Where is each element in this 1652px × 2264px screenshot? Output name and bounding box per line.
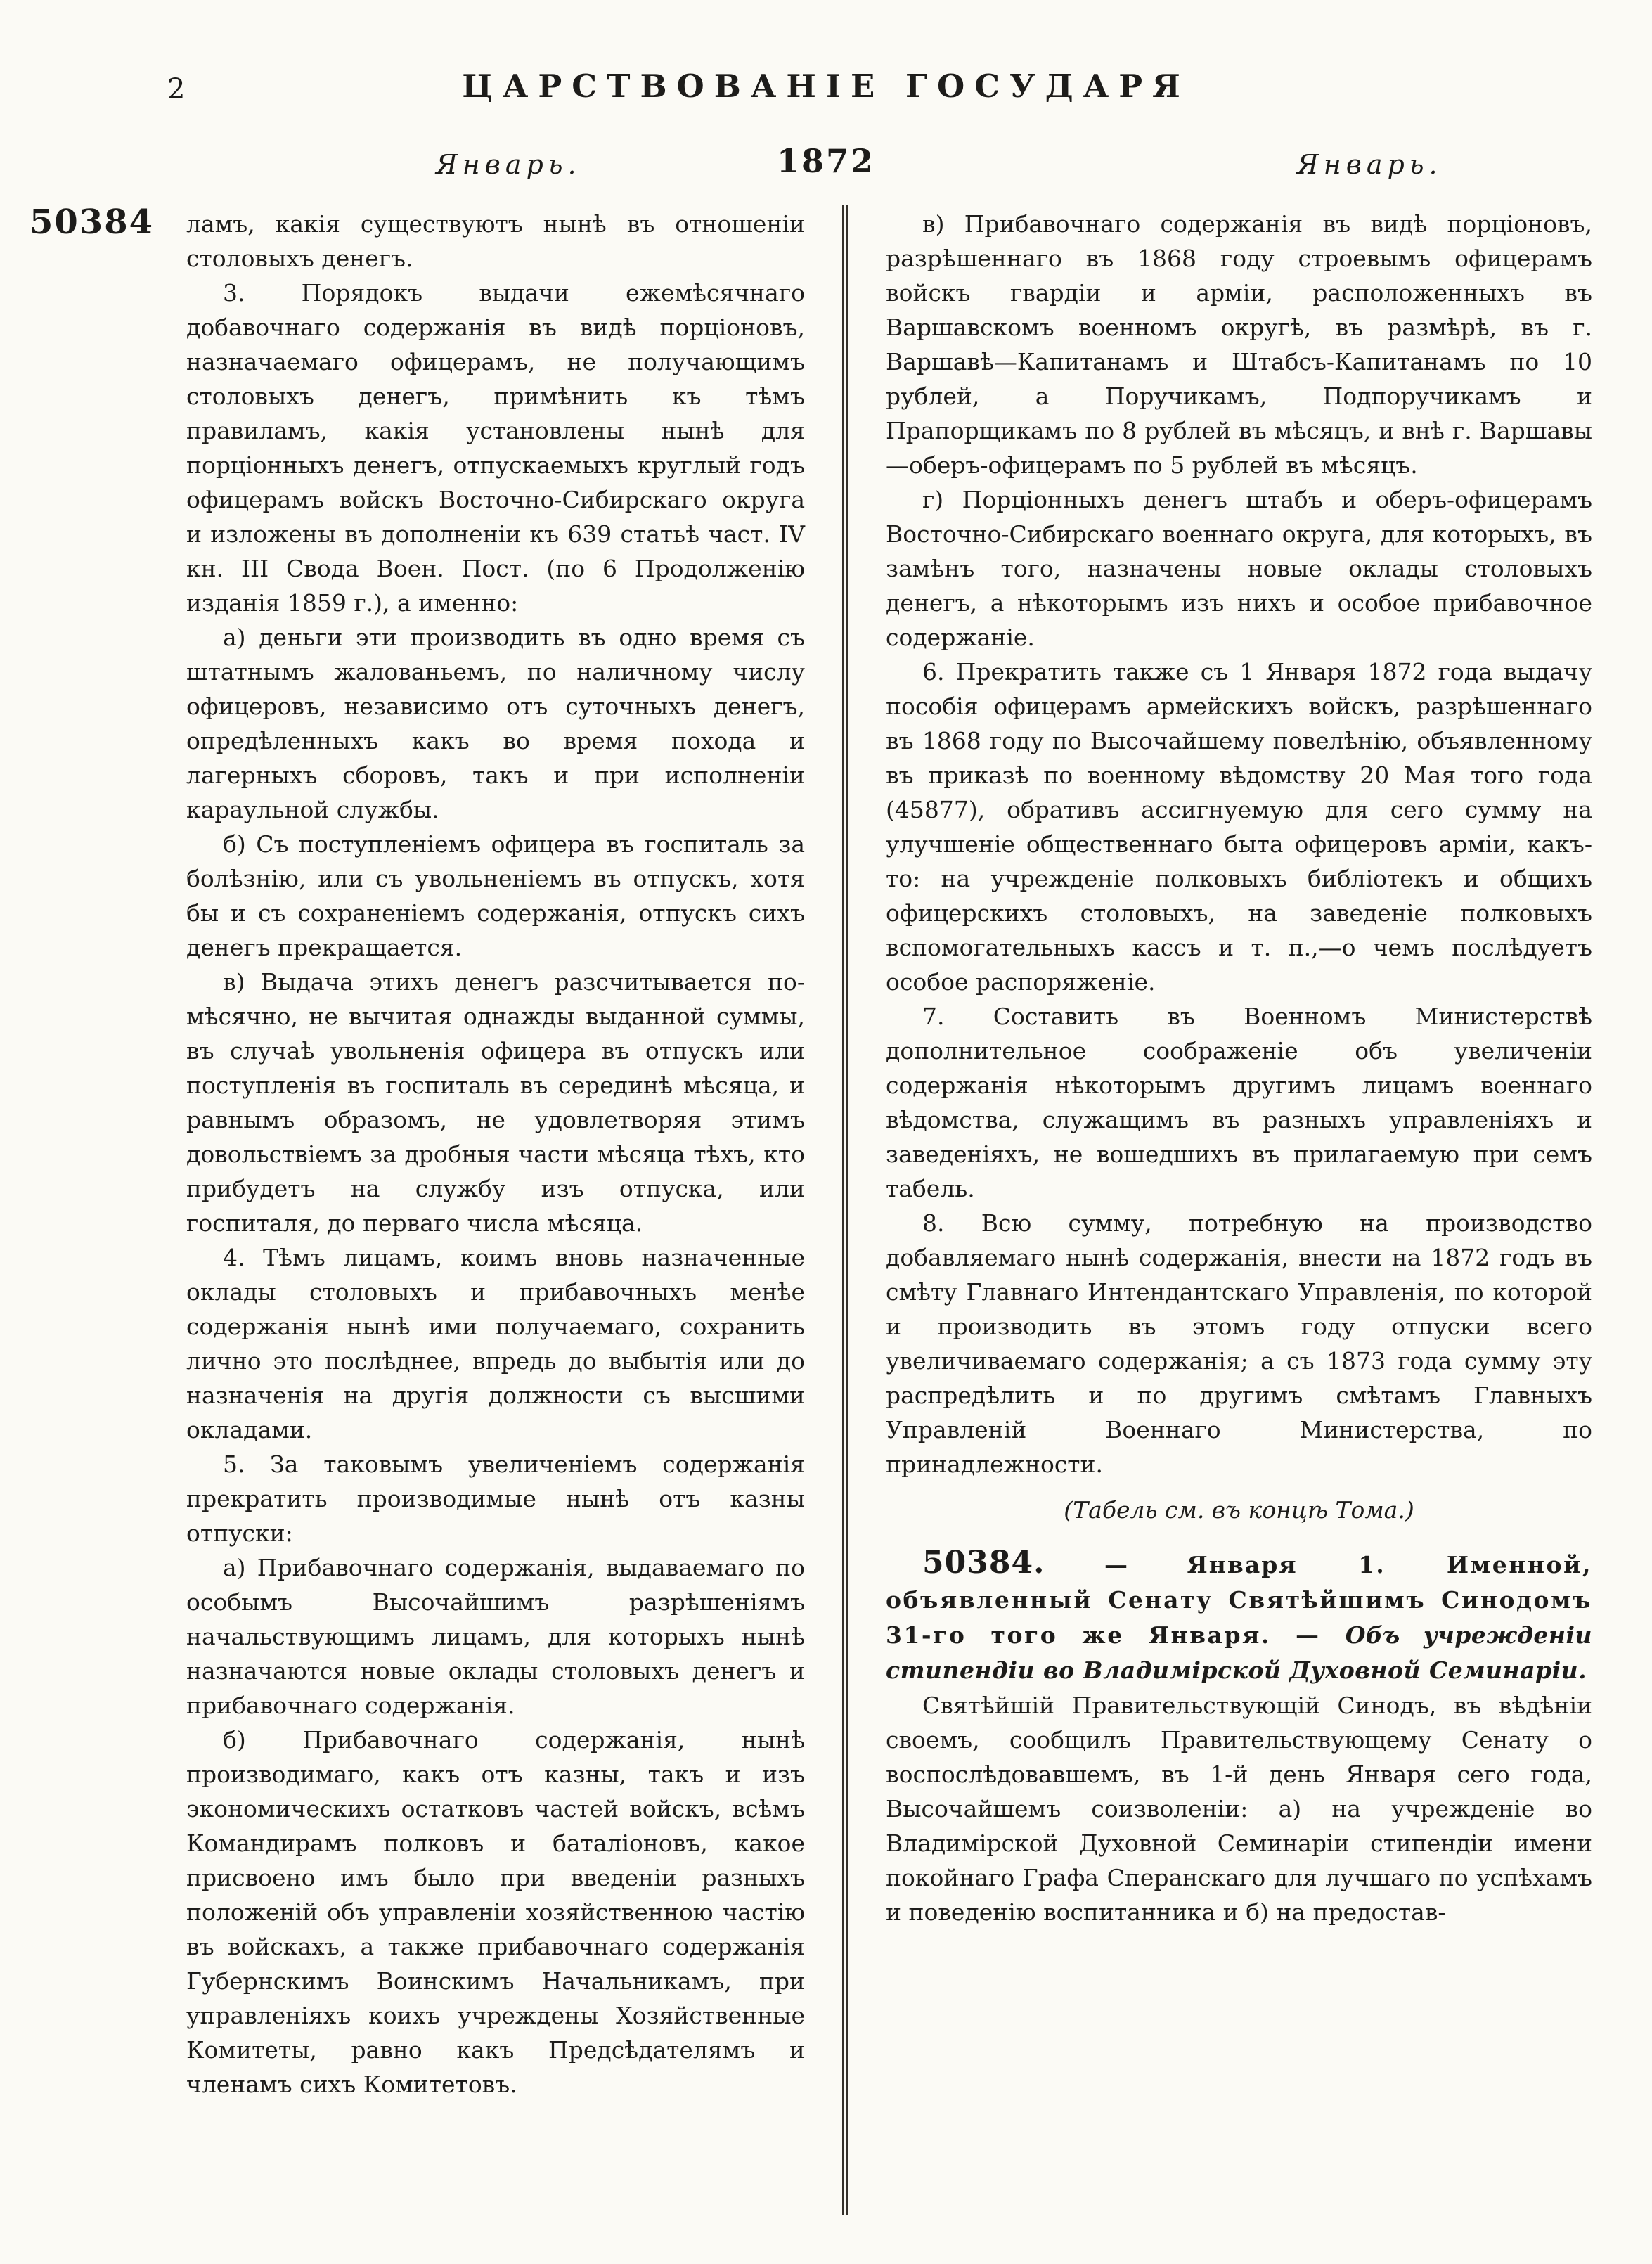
table-reference-note: (Табель см. въ концѣ Тома.) [1064, 1496, 1414, 1524]
left-column [186, 207, 805, 2102]
paragraph: Святѣйшій Правительствующій Синодъ, въ вѣдѣніи своемъ, сообщилъ Правительствующему Сенату о воспослѣдовавшемъ, въ 1-й день Января сего года, Высочайшемъ соизволеніи: а) на учрежденіе во Владимірской Духовной Семинаріи стипендіи имени покойнаго Графа Сперанскаго для лучшаго по успѣхамъ и поведенію воспитанника и б) на предостав- [886, 1692, 1592, 1926]
text-columns [186, 207, 1592, 2102]
paragraph: 7. Составить въ Военномъ Министерствѣ дополнительное соображеніе объ увеличеніи содержанія нѣкоторымъ другимъ лицамъ военнаго вѣдомства, служащимъ въ разныхъ управленіяхъ и заведеніяхъ, не вошедшихъ въ прилагаемую при семъ табель. [886, 1003, 1592, 1202]
paragraph: 6. Прекратить также съ 1 Января 1872 года выдачу пособія офицерамъ армейскихъ войскъ, разрѣшеннаго въ 1868 году по Высочайшему повелѣнію, объявленному въ приказѣ по военному вѣдомству 20 Мая того года (45877), обративъ ассигнуемую для сего сумму на улучшеніе общественнаго быта офицеровъ арміи, какъ-то: на учрежденіе полковыхъ библіотекъ и общихъ офицерскихъ столовыхъ, на заведеніе полковыхъ вспомогательныхъ кассъ и т. п.,—о чемъ послѣдуетъ особое распоряженіе. [886, 658, 1592, 996]
act-date: Января 1. [1187, 1551, 1386, 1578]
paragraph-continuation: ламъ, какія существуютъ нынѣ въ отношеніи столовыхъ денегъ. [186, 210, 805, 272]
right-column [886, 207, 1592, 2102]
month-label-right: Январь. [1297, 149, 1443, 180]
act-type-label: Именной, объявленный Сенату Святѣйшимъ Синодомъ 31-го того же Января. — [886, 1551, 1592, 1649]
act-separator: — [1045, 1551, 1187, 1578]
paragraph: а) деньги эти производить въ одно время съ штатнымъ жалованьемъ, по наличному числу офицеровъ, независимо отъ суточныхъ денегъ, опредѣленныхъ какъ во время похода и лагерныхъ сборовъ, такъ и при исполненіи караульной службы. [186, 624, 805, 823]
running-title: ЦАРСТВОВАНІЕ ГОСУДАРЯ [462, 67, 1190, 105]
paragraph: а) Прибавочнаго содержанія, выдаваемаго по особымъ Высочайшимъ разрѣшеніямъ начальствующимъ лицамъ, для которыхъ нынѣ назначаются новые оклады столовыхъ денегъ и прибавочнаго содержанія. [186, 1554, 805, 1719]
paragraph: б) Прибавочнаго содержанія, нынѣ производимаго, какъ отъ казны, такъ и изъ экономическихъ остатковъ частей войскъ, всѣмъ Командирамъ полковъ и баталіоновъ, какое присвоено имъ было при введеніи разныхъ положеній объ управленіи хозяйственною частію въ войскахъ, а также прибавочнаго содержанія Губернскимъ Воинскимъ Начальникамъ, при управленіяхъ коихъ учреждены Хозяйственные Комитеты, равно какъ Предсѣдателямъ и членамъ сихъ Комитетовъ. [186, 1726, 805, 2098]
month-label-left: Январь. [436, 149, 581, 180]
paragraph: 5. За таковымъ увеличеніемъ содержанія прекратить производимые нынѣ отъ казны отпуски: [186, 1451, 805, 1547]
paragraph: в) Выдача этихъ денегъ разсчитывается по-мѣсячно, не вычитая однажды выданной суммы, въ случаѣ увольненія офицера въ отпускъ или поступленія въ госпиталь въ серединѣ мѣсяца, и равнымъ образомъ, не удовлетворяя этимъ довольствіемъ за дробныя части мѣсяца тѣхъ, кто прибудетъ на службу изъ отпуска, или госпиталя, до перваго числа мѣсяца. [186, 968, 805, 1237]
act-number: 50384. [922, 1545, 1045, 1581]
act-title: Объ учрежденіи стипендіи во Владимірской Духовной Семинаріи. [886, 1621, 1592, 1684]
paragraph: г) Порціонныхъ денегъ штабъ и оберъ-офицерамъ Восточно-Сибирскаго военнаго округа, для которыхъ, въ замѣнъ того, назначены новые оклады столовыхъ денегъ, а нѣкоторымъ изъ нихъ и особое прибавочное содержаніе. [886, 486, 1592, 651]
act-margin-number: 50384 [30, 202, 154, 242]
paragraph: 3. Порядокъ выдачи ежемѣсячнаго добавочнаго содержанія въ видѣ порціоновъ, назначаемаго офицерамъ, не получающимъ столовыхъ денегъ, примѣнить къ тѣмъ правиламъ, какія установлены нынѣ для порціонныхъ денегъ, отпускаемыхъ круглый годъ офицерамъ войскъ Восточно-Сибирскаго округа и изложены въ дополненіи къ 639 статьѣ част. IV кн. III Свода Воен. Пост. (по 6 Продолженію изданія 1859 г.), а именно: [186, 279, 805, 617]
paragraph: 8. Всю сумму, потребную на производство добавляемаго нынѣ содержанія, внести на 1872 годъ въ смѣту Главнаго Интендантскаго Управленія, по которой и производить въ этомъ году отпуски всего увеличиваемаго содержанія; а съ 1873 года сумму эту распредѣлить и по другимъ смѣтамъ Главныхъ Управленій Военнаго Министерства, по принадлежности. [886, 1209, 1592, 1478]
paragraph: 4. Тѣмъ лицамъ, коимъ вновь назначенные оклады столовыхъ и прибавочныхъ менѣе содержанія нынѣ ими получаемаго, сохранить лично это послѣднее, впредь до выбытія или до назначенія на другія должности съ высшими окладами. [186, 1244, 805, 1443]
paragraph: в) Прибавочнаго содержанія въ видѣ порціоновъ, разрѣшеннаго въ 1868 году строевымъ офицерамъ войскъ гвардіи и арміи, расположенныхъ въ Варшавскомъ военномъ округѣ, въ размѣрѣ, въ г. Варшавѣ—Капитанамъ и Штабсъ-Капитанамъ по 10 рублей, а Поручикамъ, Подпоручикамъ и Прапорщикамъ по 8 рублей въ мѣсяцъ, и внѣ г. Варшавы—оберъ-офицерамъ по 5 рублей въ мѣсяцъ. [886, 210, 1592, 479]
page-number: 2 [167, 73, 186, 105]
year-label: 1872 [776, 142, 876, 180]
act-heading [886, 1545, 1592, 1688]
paragraph: б) Съ поступленіемъ офицера въ госпиталь за болѣзнію, или съ увольненіемъ въ отпускъ, хотя бы и съ сохраненіемъ содержанія, отпускъ сихъ денегъ прекращается. [186, 830, 805, 961]
